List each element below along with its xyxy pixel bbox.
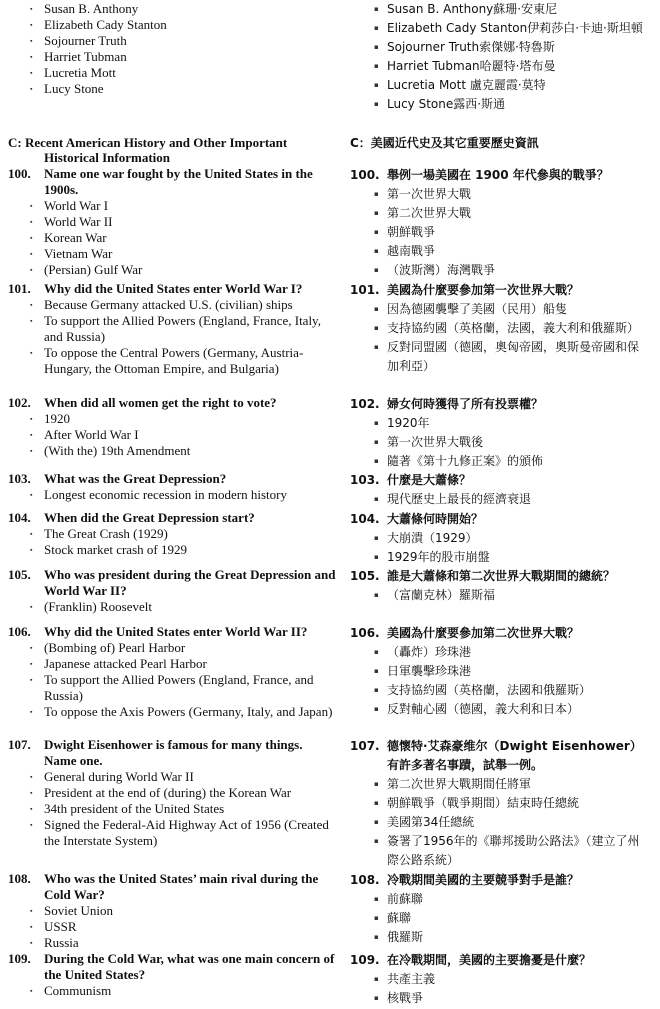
answer-item: ▪ 反對軸心國（德國，義大利和日本） [350, 700, 650, 719]
answer-item: ▪ World War II [0, 214, 338, 230]
answer-item: ▪ 核戰爭 [350, 989, 650, 1008]
list-item: ▪ Susan B. Anthony [0, 1, 338, 17]
question-number: 105. [8, 567, 31, 582]
question-text: 冷戰期間美國的主要競爭對手是誰？ [387, 873, 580, 887]
answer-item: ▪ After World War I [0, 427, 338, 443]
answer-list [350, 529, 650, 567]
answer-item: ▪ To oppose the Central Powers (Germany, Austria-Hungary, the Ottoman Empire, and Bulgaria) [0, 345, 338, 377]
question-number: 104. [350, 512, 380, 526]
question-number: 101. [350, 283, 380, 297]
question-heading [350, 471, 650, 490]
answer-item: ▪ 34th president of the United States [0, 801, 338, 817]
answer-list [350, 643, 650, 719]
question-109 [350, 951, 650, 1008]
answer-item: ▪ 反對同盟國（德國，奧匈帝國，奧斯曼帝國和保加利亞） [350, 338, 650, 376]
question-text: 美國為什麼要參加第一次世界大戰？ [387, 283, 580, 297]
answer-item: ▪ 第二次世界大戰 [350, 204, 650, 223]
question-100 [350, 166, 650, 280]
list-item: ▪ Sojourner Truth索傑娜·特魯斯 [350, 38, 650, 57]
answer-item: ▪ （富蘭克林）羅斯福 [350, 586, 650, 605]
question-text: Dwight Eisenhower is famous for many things. Name one. [44, 737, 303, 768]
section-title [350, 135, 650, 152]
answer-list [350, 185, 650, 280]
section-title-line: Historical Information [44, 150, 171, 165]
question-number: 109. [350, 953, 380, 967]
question-heading [350, 737, 650, 775]
question-104 [350, 510, 650, 567]
question-heading [350, 871, 650, 890]
question-text: 美國為什麼要參加第二次世界大戰？ [387, 626, 580, 640]
question-heading [350, 281, 650, 300]
question-text: What was the Great Depression? [44, 471, 227, 486]
question-number: 102. [8, 395, 31, 410]
list-item: ▪ Lucy Stone [0, 81, 338, 97]
top-list [350, 0, 650, 114]
list-item: ▪ Harriet Tubman [0, 49, 338, 65]
question-number: 106. [350, 626, 380, 640]
question-108 [0, 871, 338, 951]
section-title-line: C：美國近代史及其它重要歷史資訊 [350, 136, 539, 150]
question-text: Who was president during the Great Depression and World War II? [44, 567, 336, 598]
answer-item: ▪ (Persian) Gulf War [0, 262, 338, 278]
answer-item: ▪ (Franklin) Roosevelt [0, 599, 338, 615]
answer-list [350, 490, 650, 509]
question-heading [0, 281, 338, 297]
question-heading [350, 166, 650, 185]
question-108 [350, 871, 650, 947]
answer-item: ▪ World War I [0, 198, 338, 214]
question-text: 什麼是大蕭條？ [387, 473, 472, 487]
question-102 [0, 395, 338, 459]
top-list-answers [350, 0, 650, 114]
answer-item: ▪ 朝鮮戰爭 [350, 223, 650, 242]
answer-item: ▪ Stock market crash of 1929 [0, 542, 338, 558]
answer-list [0, 983, 338, 999]
answer-item: ▪ 共產主義 [350, 970, 650, 989]
answer-list [0, 198, 338, 278]
answer-list [350, 890, 650, 947]
question-103 [0, 471, 338, 503]
answer-item: ▪ 朝鮮戰爭（戰爭期間）結束時任總統 [350, 794, 650, 813]
question-heading [350, 567, 650, 586]
answer-item: ▪ President at the end of (during) the Korean War [0, 785, 338, 801]
answer-list [0, 297, 338, 377]
answer-item: ▪ 1920年 [350, 414, 650, 433]
top-list [0, 1, 338, 97]
question-101 [350, 281, 650, 376]
answer-item: ▪ 前蘇聯 [350, 890, 650, 909]
question-text: 舉例一場美國在 1900 年代參與的戰爭？ [387, 168, 609, 182]
answer-item: ▪ The Great Crash (1929) [0, 526, 338, 542]
question-text: Why did the United States enter World War II? [44, 624, 308, 639]
question-heading [0, 471, 338, 487]
question-104 [0, 510, 338, 558]
list-item: ▪ Elizabeth Cady Stanton [0, 17, 338, 33]
question-number: 108. [8, 871, 31, 886]
question-number: 102. [350, 397, 380, 411]
question-number: 107. [350, 739, 380, 753]
question-text: During the Cold War, what was one main concern of the United States? [44, 951, 335, 982]
question-heading [0, 951, 338, 983]
question-100 [0, 166, 338, 278]
question-number: 103. [8, 471, 31, 486]
answer-item: ▪ Vietnam War [0, 246, 338, 262]
question-number: 104. [8, 510, 31, 525]
question-heading [0, 737, 338, 769]
question-heading [0, 871, 338, 903]
answer-item: ▪ 俄羅斯 [350, 928, 650, 947]
answer-list [0, 487, 338, 503]
answer-list [350, 775, 650, 870]
list-item: ▪ Sojourner Truth [0, 33, 338, 49]
question-heading [0, 166, 338, 198]
answer-list [0, 640, 338, 720]
answer-list [0, 769, 338, 849]
question-heading [0, 624, 338, 640]
question-number: 105. [350, 569, 380, 583]
question-105 [350, 567, 650, 605]
answer-list [0, 599, 338, 615]
question-text: Who was the United States’ main rival during the Cold War? [44, 871, 319, 902]
question-106 [0, 624, 338, 720]
question-number: 100. [350, 168, 380, 182]
question-number: 100. [8, 166, 31, 181]
answer-item: ▪ 第一次世界大戰後 [350, 433, 650, 452]
answer-list [0, 526, 338, 558]
answer-list [350, 970, 650, 1008]
answer-item: ▪ 蘇聯 [350, 909, 650, 928]
question-text: 德懷特·艾森豪维尔（Dwight Eisenhower）有許多著名事蹟，試舉一例。 [387, 739, 642, 772]
answer-item: ▪ 現代歷史上最長的經濟衰退 [350, 490, 650, 509]
list-item: ▪ Lucretia Mott 盧克麗霞·莫特 [350, 76, 650, 95]
answer-item: ▪ To support the Allied Powers (England, France, and Russia) [0, 672, 338, 704]
section-title-line: C: Recent American History and Other Important [8, 135, 288, 150]
question-103 [350, 471, 650, 509]
answer-item: ▪ （轟炸）珍珠港 [350, 643, 650, 662]
answer-list [350, 300, 650, 376]
answer-item: ▪ Japanese attacked Pearl Harbor [0, 656, 338, 672]
answer-item: ▪ To oppose the Axis Powers (Germany, Italy, and Japan) [0, 704, 338, 720]
answer-item: ▪ 日軍襲擊珍珠港 [350, 662, 650, 681]
answer-item: ▪ 大崩潰（1929） [350, 529, 650, 548]
question-101 [0, 281, 338, 377]
list-item: ▪ Elizabeth Cady Stanton伊莉莎白·卡迪·斯坦頓 [350, 19, 650, 38]
answer-item: ▪ 1920 [0, 411, 338, 427]
answer-item: ▪ 第一次世界大戰 [350, 185, 650, 204]
answer-item: ▪ (Bombing of) Pearl Harbor [0, 640, 338, 656]
question-heading [350, 624, 650, 643]
section-title [0, 135, 338, 165]
answer-item: ▪ 越南戰爭 [350, 242, 650, 261]
answer-item: ▪ General during World War II [0, 769, 338, 785]
answer-item: ▪ （波斯灣）海灣戰爭 [350, 261, 650, 280]
question-number: 107. [8, 737, 31, 752]
answer-item: ▪ 簽署了1956年的《聯邦援助公路法》（建立了州際公路系統） [350, 832, 650, 870]
answer-item: ▪ To support the Allied Powers (England, France, Italy, and Russia) [0, 313, 338, 345]
answer-item: ▪ USSR [0, 919, 338, 935]
question-heading [350, 510, 650, 529]
answer-list [0, 411, 338, 459]
answer-item: ▪ (With the) 19th Amendment [0, 443, 338, 459]
answer-item: ▪ Soviet Union [0, 903, 338, 919]
answer-item: ▪ 支持協約國（英格蘭，法國和俄羅斯） [350, 681, 650, 700]
question-102 [350, 395, 650, 471]
answer-list [350, 414, 650, 471]
top-list-answers [0, 1, 338, 97]
question-text: When did all women get the right to vote? [44, 395, 277, 410]
question-106 [350, 624, 650, 719]
answer-item: ▪ Because Germany attacked U.S. (civilian) ships [0, 297, 338, 313]
question-heading [0, 567, 338, 599]
answer-list [350, 586, 650, 605]
list-item: ▪ Susan B. Anthony蘇珊·安東尼 [350, 0, 650, 19]
answer-item: ▪ Signed the Federal-Aid Highway Act of 1956 (Created the Interstate System) [0, 817, 338, 849]
question-number: 103. [350, 473, 380, 487]
question-text: When did the Great Depression start? [44, 510, 255, 525]
answer-item: ▪ 美國第34任總統 [350, 813, 650, 832]
question-text: Why did the United States enter World War I? [44, 281, 303, 296]
answer-list [0, 903, 338, 951]
question-text: Name one war fought by the United States in the 1900s. [44, 166, 313, 197]
question-number: 108. [350, 873, 380, 887]
answer-item: ▪ Russia [0, 935, 338, 951]
question-109 [0, 951, 338, 999]
question-heading [0, 510, 338, 526]
answer-item: ▪ Korean War [0, 230, 338, 246]
list-item: ▪ Harriet Tubman哈麗特·塔布曼 [350, 57, 650, 76]
answer-item: ▪ 1929年的股市崩盤 [350, 548, 650, 567]
question-text: 大蕭條何時開始？ [387, 512, 484, 526]
question-text: 誰是大蕭條和第二次世界大戰期間的總統？ [387, 569, 616, 583]
question-number: 109. [8, 951, 31, 966]
answer-item: ▪ 隨著《第十九修正案》的頒佈 [350, 452, 650, 471]
question-heading [350, 951, 650, 970]
question-107 [350, 737, 650, 870]
answer-item: ▪ Longest economic recession in modern history [0, 487, 338, 503]
list-item: ▪ Lucretia Mott [0, 65, 338, 81]
question-107 [0, 737, 338, 849]
answer-item: ▪ Communism [0, 983, 338, 999]
answer-item: ▪ 因為德國襲擊了美國（民用）船隻 [350, 300, 650, 319]
question-heading [350, 395, 650, 414]
question-text: 婦女何時獲得了所有投票權？ [387, 397, 544, 411]
answer-item: ▪ 第二次世界大戰期間任將軍 [350, 775, 650, 794]
list-item: ▪ Lucy Stone露西·斯通 [350, 95, 650, 114]
question-105 [0, 567, 338, 615]
question-number: 106. [8, 624, 31, 639]
question-number: 101. [8, 281, 31, 296]
question-text: 在冷戰期間，美國的主要擔憂是什麼？ [387, 953, 592, 967]
question-heading [0, 395, 338, 411]
answer-item: ▪ 支持協約國（英格蘭，法國，義大利和俄羅斯） [350, 319, 650, 338]
